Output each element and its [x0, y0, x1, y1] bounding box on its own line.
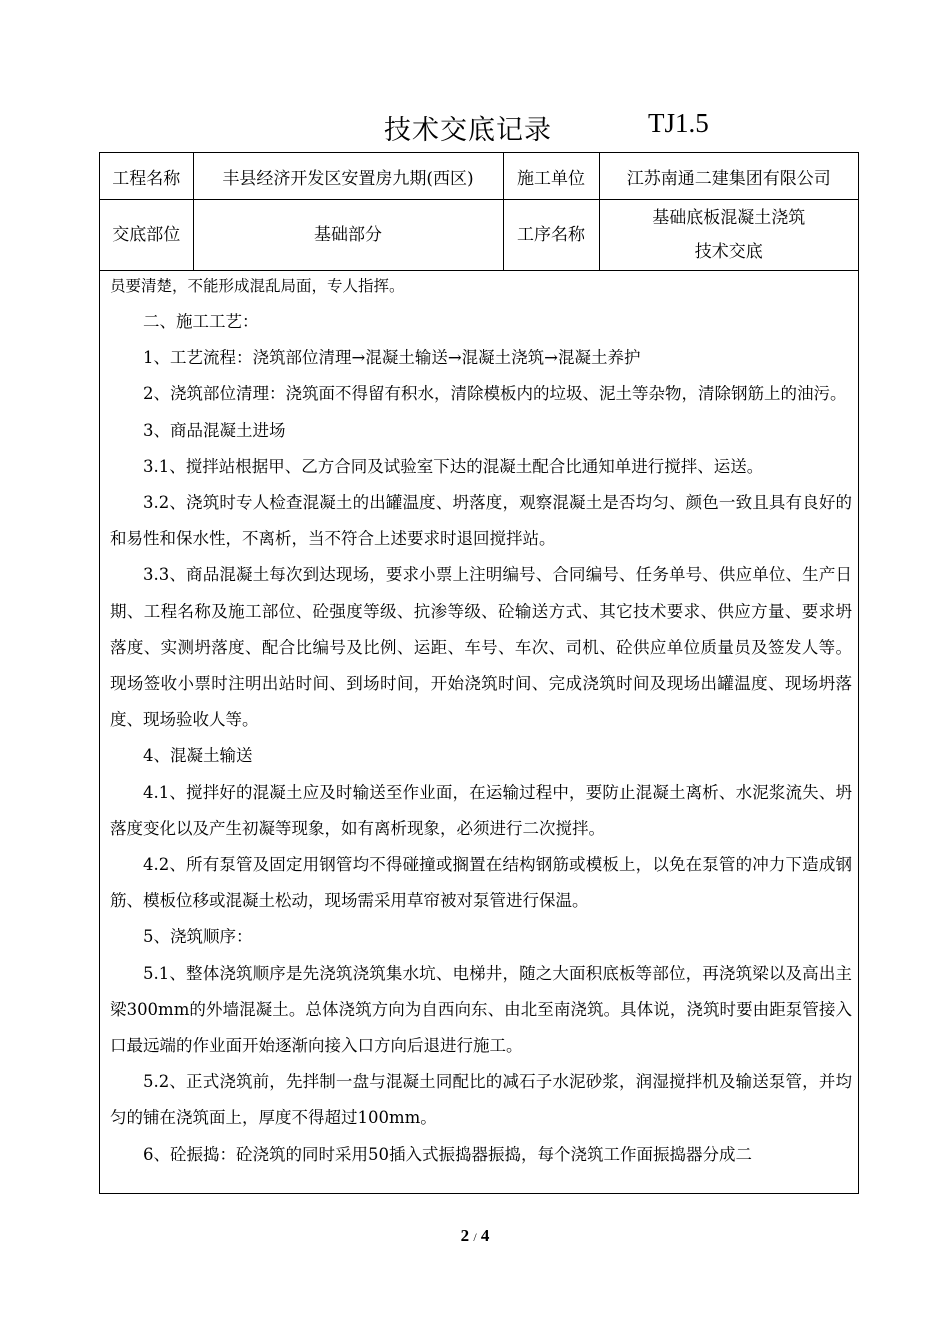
paragraph: 3.3、商品混凝土每次到达现场，要求小票上注明编号、合同编号、任务单号、供应单位、生产日期、工程名称及施工部位、砼强度等级、抗渗等级、砼输送方式、其它技术要求、供应方量、要求坍落度、实测坍落度、配合比编号及比例、运距、车号、车次、司机、砼供应单位质量员及签发人等。现场签收小票时注明出站时间、到场时间，开始浇筑时间、完成浇筑时间及现场出罐温度、现场坍落度、现场验收人等。 [110, 565, 852, 730]
record-frame [99, 152, 859, 1194]
process-value-line1: 基础底板混凝土浇筑 [652, 208, 806, 228]
paragraph: 员要清楚，不能形成混乱局面，专人指挥。 [110, 277, 405, 295]
paragraph: 4.1、搅拌好的混凝土应及时输送至作业面，在运输过程中，要防止混凝土离析、水泥浆流失、坍落度变化以及产生初凝等现象，如有离析现象，必须进行二次搅拌。 [110, 782, 852, 838]
info-table [100, 153, 858, 271]
paragraph: 3.1、搅拌站根据甲、乙方合同及试验室下达的混凝土配合比通知单进行搅拌、运送。 [143, 456, 764, 476]
project-name-label: 工程名称 [100, 153, 193, 200]
sub-heading: 5、浇筑顺序： [143, 927, 253, 947]
paragraph: 5.1、整体浇筑顺序是先浇筑浇筑集水坑、电梯井，随之大面积底板等部位，再浇筑梁以及高出主梁300mm的外墙混凝土。总体浇筑方向为自西向东、由北至南浇筑。具体说，浇筑时要由距泵管接入口最远端的作业面开始逐渐向接入口方向后退进行施工。 [110, 963, 852, 1056]
paragraph: 6、砼振捣：砼浇筑的同时采用50插入式振捣器振捣，每个浇筑工作面振捣器分成二 [143, 1144, 752, 1164]
process-label: 工序名称 [503, 200, 599, 271]
title-row [0, 108, 950, 148]
info-row-project [100, 153, 858, 200]
paragraph: 2、浇筑部位清理：浇筑面不得留有积水，清除模板内的垃圾、泥土等杂物，清除钢筋上的油污。 [143, 384, 847, 404]
section-heading: 二、施工工艺： [143, 312, 259, 331]
document-code: TJ1.5 [648, 108, 709, 138]
part-value: 基础部分 [193, 200, 503, 271]
project-name-value: 丰县经济开发区安置房九期(西区) [193, 153, 503, 200]
paragraph: 3.2、浇筑时专人检查混凝土的出罐温度、坍落度，观察混凝土是否均匀、颜色一致且具有良好的和易性和保水性，不离析，当不符合上述要求时退回搅拌站。 [110, 493, 852, 549]
disclosure-content [110, 274, 852, 1173]
contractor-value: 江苏南通二建集团有限公司 [599, 153, 858, 200]
paragraph: 1、工艺流程：浇筑部位清理→混凝土输送→混凝土浇筑→混凝土养护 [143, 348, 641, 368]
part-label: 交底部位 [100, 200, 193, 271]
process-value-line2: 技术交底 [694, 242, 763, 262]
document-title: 技术交底记录 [384, 115, 552, 146]
page-separator: / [473, 1230, 477, 1244]
total-pages: 4 [480, 1226, 490, 1245]
page-number [0, 1226, 950, 1246]
current-page: 2 [460, 1226, 470, 1245]
paragraph: 4.2、所有泵管及固定用钢管均不得碰撞或搁置在结构钢筋或模板上，以免在泵管的冲力下造成钢筋、模板位移或混凝土松动，现场需采用草帘被对泵管进行保温。 [110, 855, 852, 911]
sub-heading: 3、商品混凝土进场 [143, 420, 286, 440]
paragraph: 5.2、正式浇筑前，先拌制一盘与混凝土同配比的减石子水泥砂浆，润湿搅拌机及输送泵管，并均匀的铺在浇筑面上，厚度不得超过100mm。 [110, 1072, 852, 1128]
contractor-label: 施工单位 [503, 153, 599, 200]
process-value [599, 200, 858, 271]
sub-heading: 4、混凝土输送 [143, 746, 253, 766]
info-row-part [100, 200, 858, 271]
